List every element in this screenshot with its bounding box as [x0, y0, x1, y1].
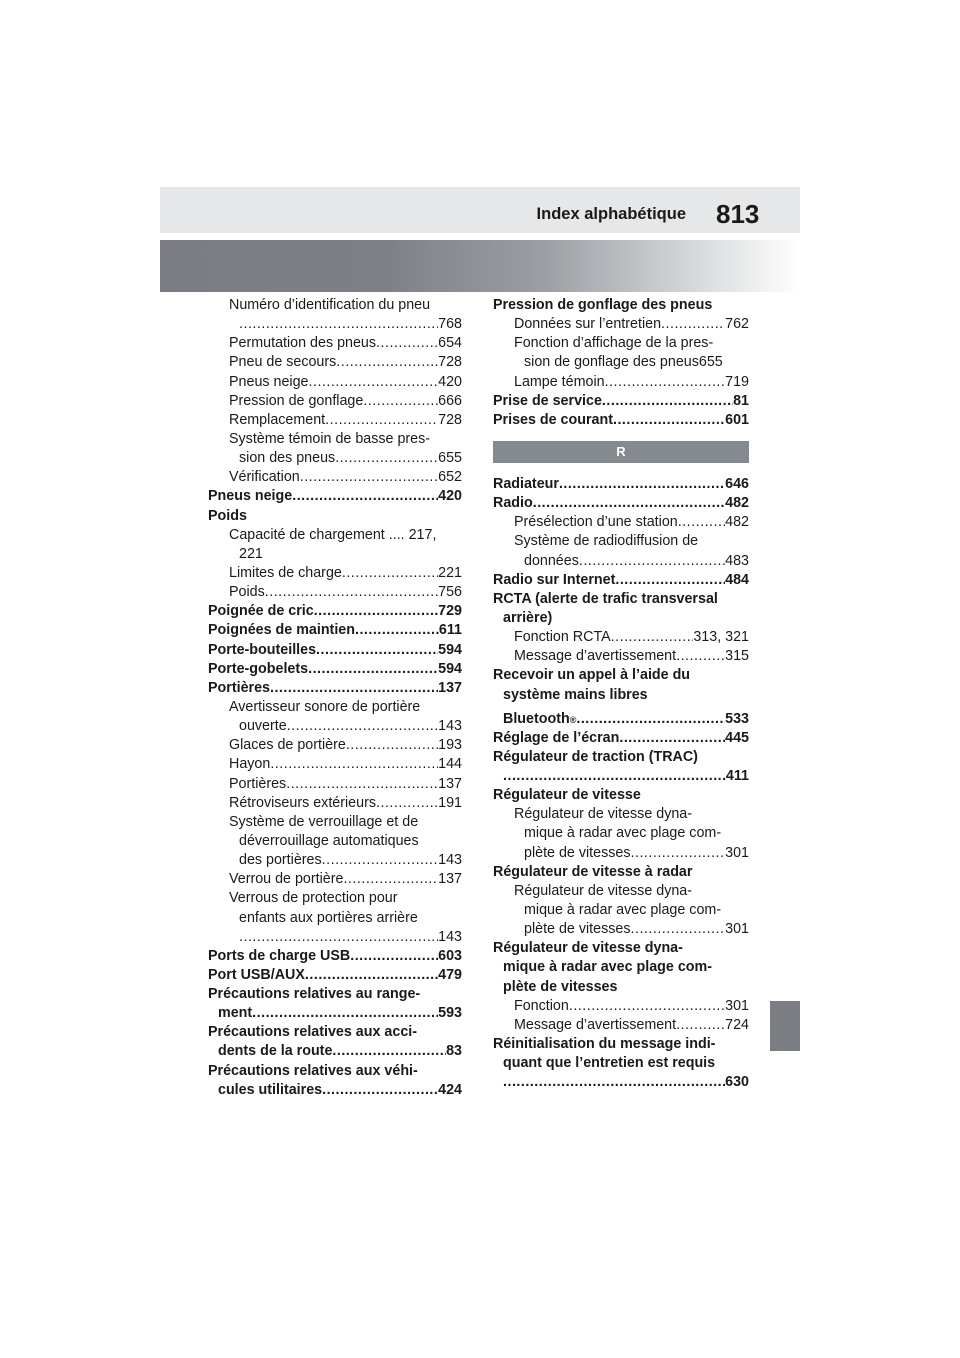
entry-label: Verrou de portière: [229, 871, 344, 888]
entry-label: Régulateur de vitesse dyna-: [493, 940, 683, 957]
entry-label: Port USB/AUX: [208, 966, 305, 983]
index-entry: [493, 920, 749, 939]
entry-label: Présélection d’une station: [514, 514, 678, 531]
entry-page-number: 143: [438, 852, 462, 869]
index-entry: [493, 315, 749, 334]
entry-label: Message d’avertissement: [514, 648, 677, 665]
index-entry: [208, 966, 462, 985]
dot-leader: [602, 392, 733, 411]
index-entry: [208, 621, 462, 640]
entry-label: déverrouillage automatiques: [239, 832, 419, 849]
entry-label: Porte-gobelets: [208, 660, 309, 677]
entry-label: arrière): [503, 609, 553, 626]
dot-leader: [286, 775, 438, 794]
entry-page-number: 420: [438, 488, 462, 505]
entry-page-number: 655: [438, 450, 462, 467]
dot-leader: [678, 513, 725, 532]
index-entry: [208, 985, 462, 1004]
index-entry: [208, 430, 462, 449]
index-entry: [493, 786, 749, 805]
entry-label: Fonction d’affichage de la pres-: [514, 335, 714, 352]
dot-leader: [308, 660, 438, 679]
entry-label: Portières: [208, 679, 270, 696]
entry-label: Poids: [229, 584, 265, 601]
index-entry: [208, 794, 462, 813]
entry-page-number: 137: [438, 871, 462, 888]
index-entry: [208, 296, 462, 315]
entry-label: Prises de courant: [493, 411, 613, 428]
entry-page-number: 666: [438, 392, 462, 409]
entry-page-number: 768: [438, 316, 462, 333]
index-entry: [208, 698, 462, 717]
entry-label: cules utilitaires: [218, 1081, 323, 1098]
entry-label: mique à radar avec plage com-: [524, 901, 722, 918]
index-entry: [493, 748, 749, 767]
dot-leader: [270, 755, 438, 774]
entry-label: mique à radar avec plage com-: [503, 959, 712, 976]
index-entry: [493, 513, 749, 532]
entry-page-number: 594: [438, 641, 462, 658]
entry-label: Remplacement: [229, 411, 326, 428]
index-entry: [208, 1004, 462, 1023]
entry-page-number: 420: [438, 373, 462, 390]
entry-label: Pression de gonflage: [229, 392, 364, 409]
index-entry: [493, 978, 749, 997]
header-band: [160, 187, 800, 233]
dot-leader: [631, 920, 726, 939]
dot-leader: [239, 928, 438, 947]
entry-page-number: 137: [438, 775, 462, 792]
entry-page-number: 424: [438, 1081, 462, 1098]
entry-label: Précautions relatives au range-: [208, 986, 421, 1003]
entry-page-number: 479: [438, 966, 462, 983]
dot-leader: [569, 997, 725, 1016]
index-entry: [208, 392, 462, 411]
dot-leader: [314, 602, 438, 621]
index-entry: [493, 939, 749, 958]
dot-leader: [305, 966, 438, 985]
entry-page-number: 728: [438, 411, 462, 428]
index-entry: [208, 717, 462, 736]
entry-label: dents de la route: [218, 1043, 333, 1060]
dot-leader: [300, 468, 438, 487]
entry-label: Pneus neige: [229, 373, 309, 390]
entry-page-number: 646: [725, 475, 749, 492]
entry-label: enfants aux portières arrière: [239, 909, 418, 926]
dot-leader: [350, 947, 438, 966]
index-entry: [208, 1042, 462, 1061]
entry-label: Radio sur Internet: [493, 571, 616, 588]
index-list-r: [493, 475, 749, 1092]
entry-label: Hayon: [229, 756, 271, 773]
entry-label: Régulateur de traction (TRAC): [493, 748, 698, 765]
index-entry: [493, 1054, 749, 1073]
entry-page-number: 630: [725, 1074, 749, 1091]
page-number: 813: [716, 199, 760, 229]
entry-label: Bluetooth: [503, 710, 570, 727]
index-entry: [493, 628, 749, 647]
index-entry: [208, 487, 462, 506]
index-entry: [208, 1062, 462, 1081]
index-entry: [208, 545, 462, 564]
entry-label: plète de vitesses: [524, 921, 631, 938]
entry-page-number: 221: [438, 564, 462, 581]
dot-leader: [579, 552, 725, 571]
index-entry: [208, 353, 462, 372]
entry-label: mique à radar avec plage com-: [524, 825, 722, 842]
entry-label: RCTA (alerte de trafic transversal: [493, 590, 718, 607]
entry-label: système mains libres: [503, 686, 648, 703]
index-entry: [493, 863, 749, 882]
section-gradient-bar: [160, 240, 800, 292]
dot-leader: [605, 373, 726, 392]
index-entry: [208, 679, 462, 698]
index-entry: [493, 609, 749, 628]
dot-leader: [676, 647, 725, 666]
page-title: Index alphabétique: [536, 205, 686, 223]
entry-label: Système témoin de basse pres-: [229, 430, 431, 447]
dot-leader: [503, 1073, 725, 1092]
entry-label: ment: [218, 1005, 253, 1022]
index-entry: [493, 1016, 749, 1035]
entry-label: Portières: [229, 775, 287, 792]
index-entry: [208, 564, 462, 583]
index-entry: [493, 805, 749, 824]
entry-page-number: 533: [725, 710, 749, 727]
entry-label: Poignées de maintien: [208, 622, 355, 639]
index-entry: [493, 824, 749, 843]
dot-leader: [239, 315, 438, 334]
entry-label: Réglage de l’écran: [493, 729, 620, 746]
entry-label: Prise de service: [493, 392, 602, 409]
index-list-p: [493, 296, 749, 430]
index-entry: [208, 641, 462, 660]
dot-leader: [336, 353, 438, 372]
entry-page-number: 762: [725, 316, 749, 333]
index-entry: [208, 411, 462, 430]
index-entry: [208, 909, 462, 928]
index-entry: [208, 660, 462, 679]
index-entry: [493, 353, 749, 372]
entry-page-number: 719: [725, 373, 749, 390]
entry-label: Message d’avertissement: [514, 1016, 677, 1033]
dot-leader: [559, 475, 725, 494]
index-entry: [493, 1073, 749, 1092]
entry-page-number: 728: [438, 354, 462, 371]
entry-page-number: 193: [438, 737, 462, 754]
entry-page-number: 313, 321: [693, 629, 749, 646]
entry-label: Pneu de secours: [229, 354, 337, 371]
dot-leader: [335, 449, 438, 468]
entry-label: Glaces de portière: [229, 737, 346, 754]
entry-page-number: 143: [438, 718, 462, 735]
entry-label: Vérification: [229, 469, 300, 486]
entry-label: Ports de charge USB: [208, 947, 351, 964]
index-entry: [493, 686, 749, 705]
index-entry: [493, 373, 749, 392]
entry-label: Fonction RCTA: [514, 629, 611, 646]
index-entry: [208, 832, 462, 851]
entry-label: Radio: [493, 495, 533, 512]
entry-label: sion de gonflage des pneus655: [524, 354, 723, 371]
index-entry: [208, 736, 462, 755]
index-entry: [493, 411, 749, 430]
entry-label: sion des pneus: [239, 450, 336, 467]
entry-label: Poignée de cric: [208, 603, 314, 620]
index-entry: [493, 767, 749, 786]
index-entry: [208, 928, 462, 947]
entry-label: Système de radiodiffusion de: [514, 533, 699, 550]
entry-label: Rétroviseurs extérieurs: [229, 794, 376, 811]
index-column-right: [493, 296, 749, 1092]
section-letter-header: R: [493, 441, 749, 463]
entry-label: Lampe témoin: [514, 373, 605, 390]
entry-page-number: 137: [438, 679, 462, 696]
index-entry: [493, 1035, 749, 1054]
entry-label: Numéro d’identification du pneu: [229, 297, 431, 313]
entry-page-number: 654: [438, 335, 462, 352]
index-entry: [208, 468, 462, 487]
entry-label: Porte-bouteilles: [208, 641, 317, 658]
entry-label: plète de vitesses: [503, 978, 618, 995]
index-entry: [208, 755, 462, 774]
entry-label: ouverte: [239, 718, 287, 735]
entry-label: Données sur l’entretien: [514, 316, 662, 333]
dot-leader: [292, 487, 438, 506]
entry-page-number: 729: [438, 603, 462, 620]
entry-page-number: 724: [725, 1016, 749, 1033]
dot-leader: [619, 729, 725, 748]
entry-page-number: 482: [725, 514, 749, 531]
entry-label: Régulateur de vitesse à radar: [493, 863, 693, 880]
entry-label: Poids: [208, 507, 247, 524]
entry-page-number: 445: [725, 729, 749, 746]
entry-page-number: 411: [725, 767, 749, 784]
entry-label: Capacité de chargement .... 217,: [229, 526, 437, 543]
entry-page-number: 483: [725, 552, 749, 569]
dot-leader: [376, 334, 438, 353]
dot-leader: [355, 621, 439, 640]
index-entry: [493, 494, 749, 513]
index-entry: [493, 552, 749, 571]
entry-label: plète de vitesses: [524, 844, 631, 861]
entry-page-number: 611: [438, 622, 462, 639]
entry-page-number: 484: [725, 571, 749, 588]
index-entry: [493, 475, 749, 494]
index-entry: [493, 958, 749, 977]
entry-label: données: [524, 552, 579, 569]
dot-leader: [265, 583, 438, 602]
index-entry: [493, 590, 749, 609]
index-entry: [208, 449, 462, 468]
dot-leader: [287, 717, 438, 736]
entry-page-number: 144: [438, 756, 462, 773]
index-entry: [493, 571, 749, 590]
index-entry: [208, 373, 462, 392]
dot-leader: [376, 794, 438, 813]
dot-leader: [309, 373, 439, 392]
dot-leader: [346, 736, 438, 755]
dot-leader: [661, 315, 725, 334]
index-entry: [208, 507, 462, 526]
dot-leader: [322, 1081, 438, 1100]
dot-leader: [316, 641, 438, 660]
index-entry: [493, 392, 749, 411]
index-entry: [208, 775, 462, 794]
entry-label: Pneus neige: [208, 488, 293, 505]
index-entry: [208, 1081, 462, 1100]
dot-leader: [270, 679, 438, 698]
dot-leader: [613, 411, 725, 430]
index-entry: [493, 532, 749, 551]
index-entry: [493, 844, 749, 863]
index-entry: [208, 602, 462, 621]
dot-leader: [533, 494, 725, 513]
index-entry: [493, 882, 749, 901]
index-column-left: [208, 296, 462, 1100]
index-entry: [493, 296, 749, 315]
entry-label: quant que l’entretien est requis: [503, 1055, 716, 1072]
entry-page-number: 301: [725, 844, 749, 861]
entry-label: des portières: [239, 852, 322, 869]
dot-leader: [576, 705, 725, 729]
entry-page-number: 482: [725, 495, 749, 512]
entry-label: Limites de charge: [229, 564, 342, 581]
index-entry: [493, 901, 749, 920]
entry-page-number: 301: [725, 921, 749, 938]
entry-page-number: 83: [446, 1043, 462, 1060]
index-entry: [208, 315, 462, 334]
entry-page-number: 601: [725, 411, 749, 428]
entry-label: 221: [239, 545, 263, 562]
entry-label: Précautions relatives aux acci-: [208, 1024, 418, 1041]
index-entry: [208, 851, 462, 870]
index-entry: [493, 334, 749, 353]
dot-leader: [342, 564, 438, 583]
entry-label: Fonction: [514, 997, 569, 1014]
entry-page-number: 593: [438, 1005, 462, 1022]
entry-page-number: 315: [725, 648, 749, 665]
index-entry: [208, 947, 462, 966]
entry-page-number: 756: [438, 584, 462, 601]
entry-label: Radiateur: [493, 475, 559, 492]
entry-page-number: 191: [438, 794, 462, 811]
entry-label: Régulateur de vitesse dyna-: [514, 806, 693, 823]
entry-page-number: 81: [733, 392, 749, 409]
dot-leader: [325, 411, 438, 430]
index-entry: [208, 334, 462, 353]
dot-leader: [363, 392, 438, 411]
index-entry: Bluetooth ® ..... 533: [493, 705, 749, 729]
entry-page-number: 603: [438, 947, 462, 964]
index-entry: [208, 870, 462, 889]
dot-leader: [631, 844, 726, 863]
index-entry: [208, 526, 462, 545]
dot-leader: [322, 851, 438, 870]
entry-label: Pression de gonflage des pneus: [493, 297, 713, 313]
entry-label: Réinitialisation du message indi-: [493, 1035, 716, 1052]
dot-leader: [343, 870, 438, 889]
entry-label: Régulateur de vitesse: [493, 787, 641, 804]
entry-label: Avertisseur sonore de portière: [229, 698, 421, 715]
entry-page-number: 594: [438, 660, 462, 677]
dot-leader: [676, 1016, 725, 1035]
dot-leader: [611, 628, 694, 647]
index-entry: [208, 1023, 462, 1042]
entry-label: Précautions relatives aux véhi-: [208, 1062, 418, 1079]
index-entry: [493, 666, 749, 685]
dot-leader: [332, 1042, 446, 1061]
index-entry: [493, 997, 749, 1016]
index-entry: [208, 583, 462, 602]
index-entry: [493, 729, 749, 748]
index-entry: [208, 813, 462, 832]
thumb-index-tab: [770, 1001, 800, 1051]
index-entry: [493, 647, 749, 666]
entry-page-number: 143: [438, 928, 462, 945]
entry-page-number: 301: [725, 997, 749, 1014]
dot-leader: [503, 767, 726, 786]
entry-label: Recevoir un appel à l’aide du: [493, 667, 691, 684]
entry-label: Système de verrouillage et de: [229, 813, 419, 830]
entry-label: Régulateur de vitesse dyna-: [514, 882, 693, 899]
dot-leader: [252, 1004, 438, 1023]
index-entry: [208, 889, 462, 908]
dot-leader: [615, 571, 725, 590]
entry-page-number: 652: [438, 469, 462, 486]
entry-label: Permutation des pneus: [229, 335, 377, 352]
entry-label: Verrous de protection pour: [229, 890, 398, 907]
